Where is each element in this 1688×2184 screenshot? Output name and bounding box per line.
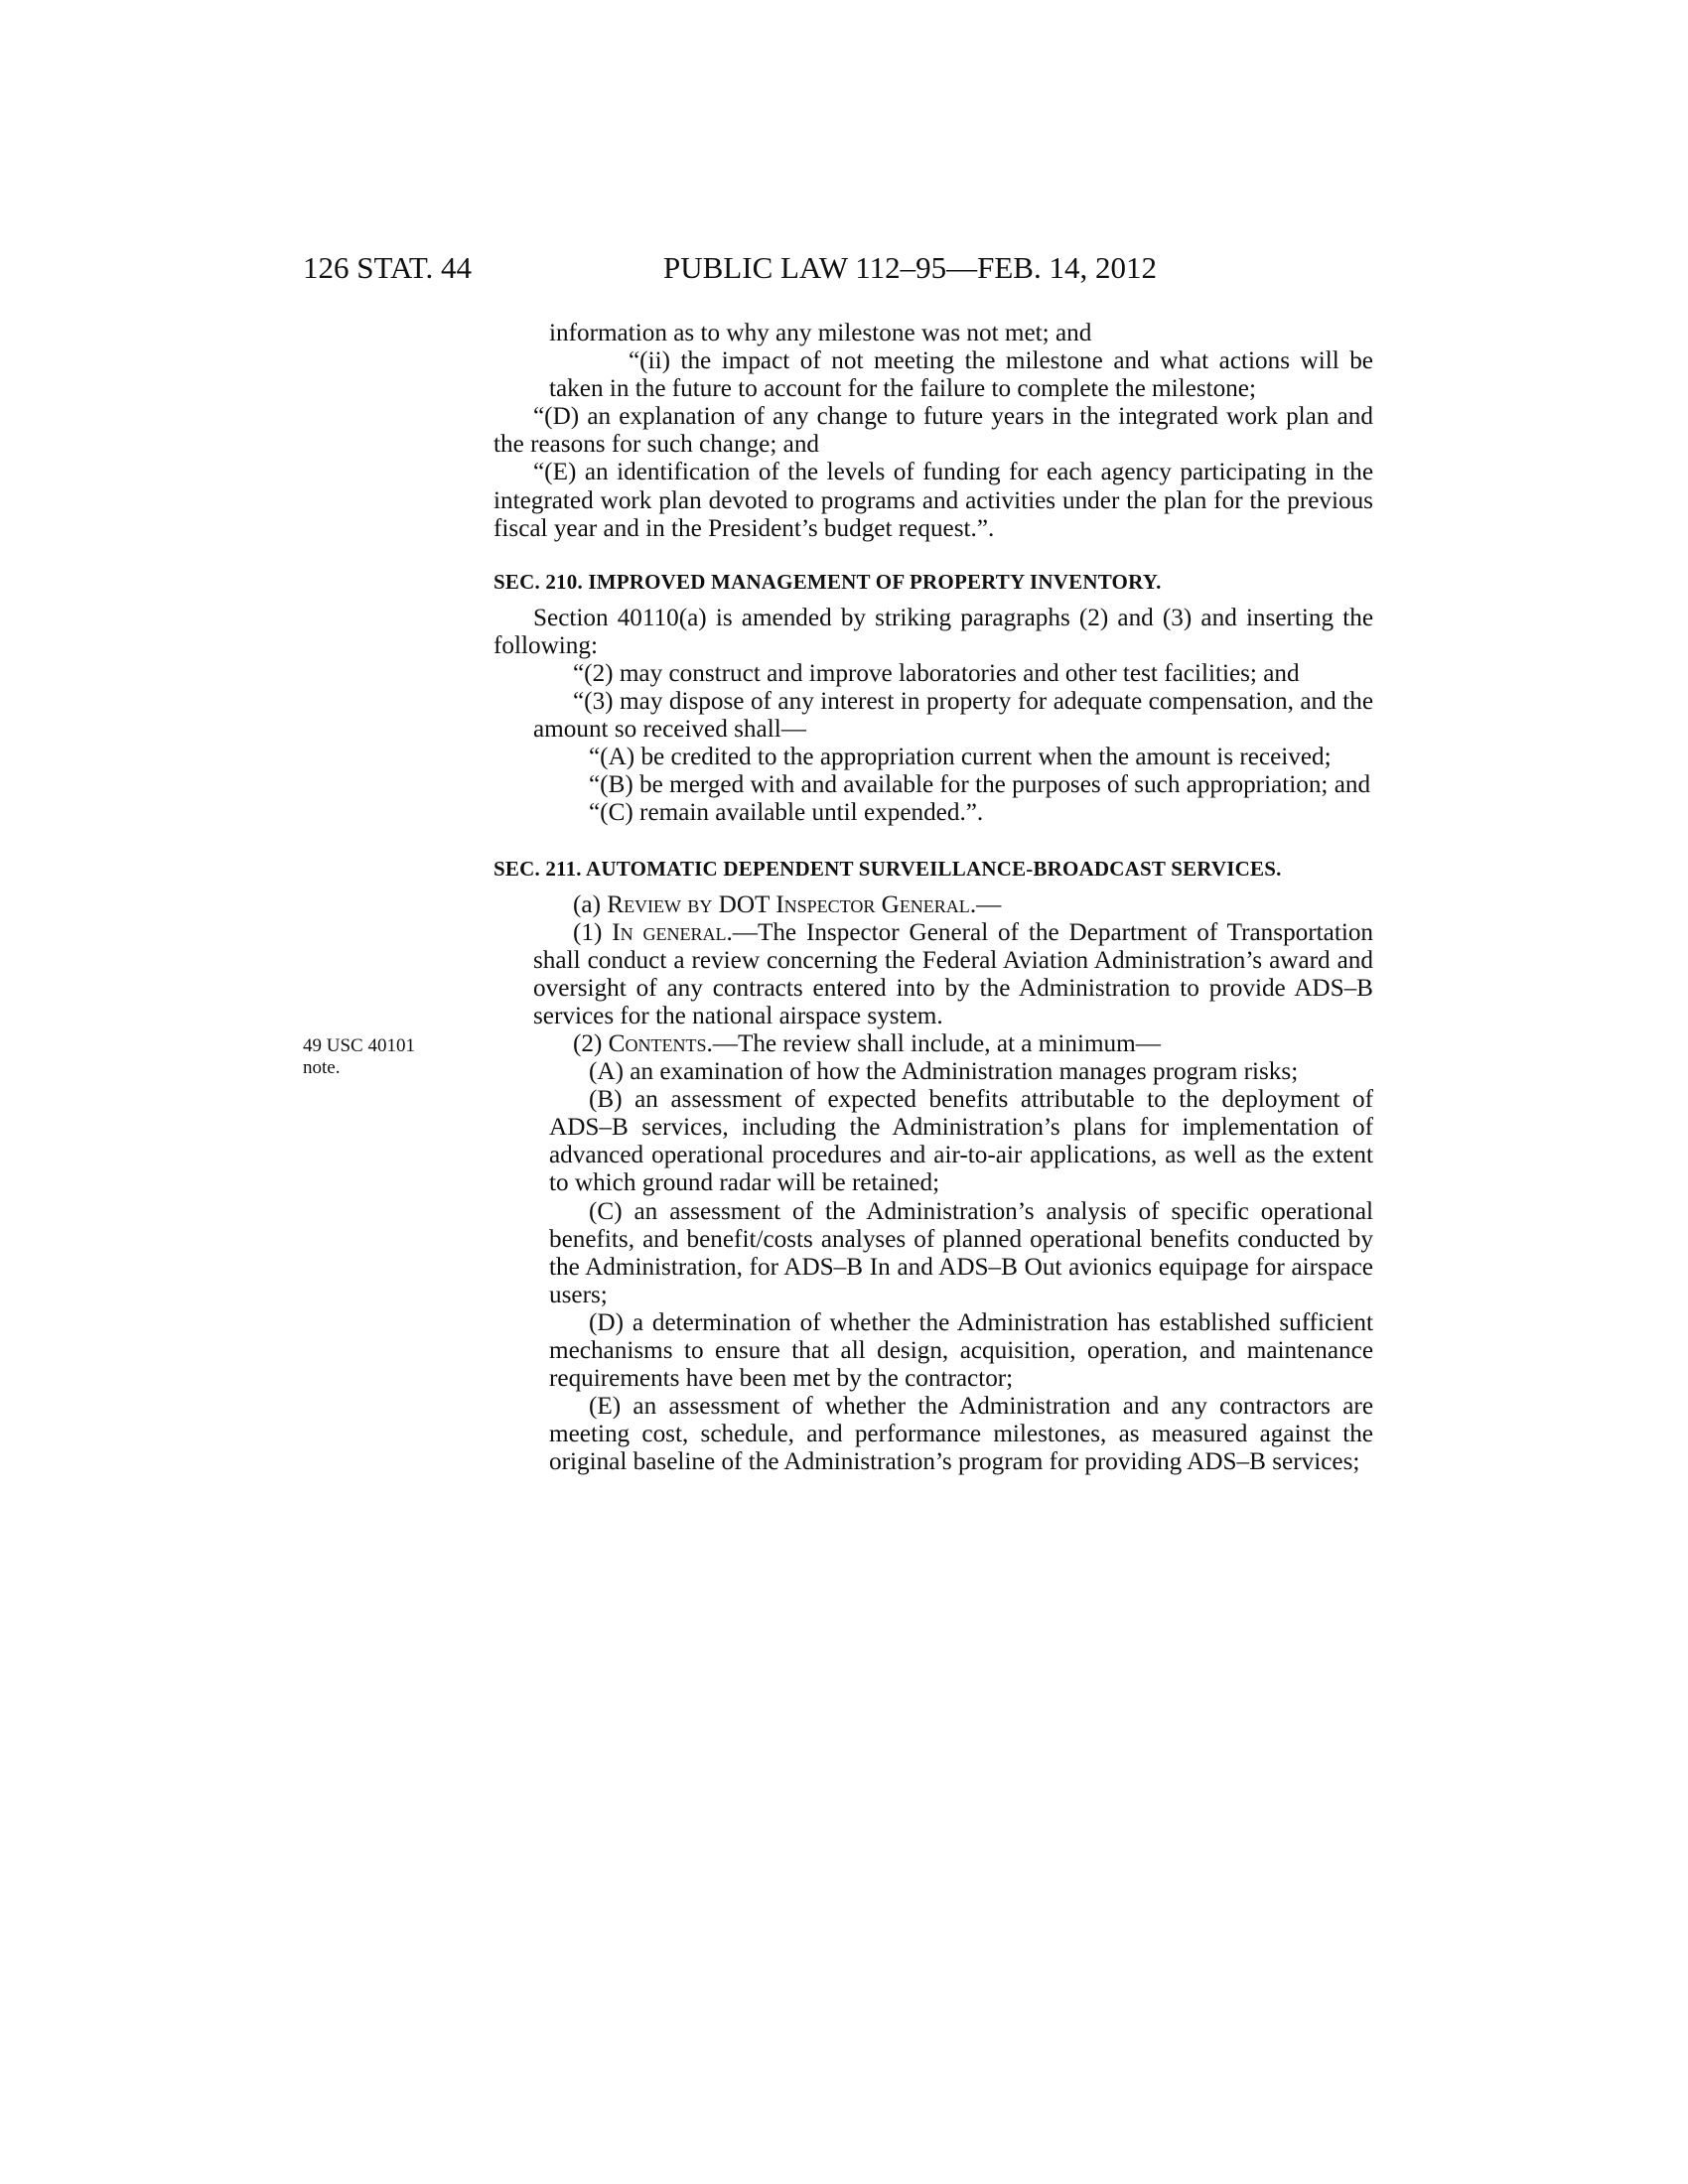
subsection-a-label: (a) xyxy=(573,890,608,918)
paragraph-2-text: .—The review shall include, at a minimum— xyxy=(706,1029,1161,1057)
paragraph-2-label: (2) xyxy=(573,1029,609,1057)
paragraph-1-label: (1) xyxy=(573,918,613,946)
margin-note-label: note. xyxy=(303,1057,341,1078)
paragraph-2-caption: Contents xyxy=(608,1029,707,1057)
section-211-heading: SEC. 211. AUTOMATIC DEPENDENT SURVEILLANCE-BROADCAST SERVICES. xyxy=(493,856,1282,881)
paragraph-2: “(2) may construct and improve laboratories and other test facilities; and xyxy=(573,659,1300,687)
subsection-a-heading xyxy=(533,891,1373,919)
contents-item-e: (E) an assessment of whether the Administration and any contractors are meeting cost, schedule, and performance milestones, as measured against the original baseline of the Administration’s program for providing ADS–B services; xyxy=(549,1393,1373,1476)
contents-item-b: (B) an assessment of expected benefits attributable to the deployment of ADS–B services, including the Administration’s plans for implementation of advanced operational procedures and air-to-air applications, as well as the extent to which ground radar will be retained; xyxy=(549,1086,1373,1197)
page-header-title: PUBLIC LAW 112–95—FEB. 14, 2012 xyxy=(663,250,1157,285)
paragraph-1-in-general xyxy=(533,919,1373,1030)
paragraph-1-caption: In general xyxy=(612,918,727,946)
subparagraph-c: “(C) remain available until expended.”. xyxy=(589,799,984,827)
paragraph-2-contents xyxy=(533,1030,1373,1058)
clause-ii: “(ii) the impact of not meeting the milestone and what actions will be taken in the future to account for the failure to complete the milestone; xyxy=(549,347,1373,403)
paragraph-3: “(3) may dispose of any interest in property for adequate compensation, and the amount so received shall— xyxy=(533,688,1373,744)
subsection-a-caption: Review by DOT Inspector General xyxy=(607,890,970,918)
subsection-a-dash: .— xyxy=(969,890,1002,918)
margin-note-citation: 49 USC 40101 xyxy=(303,1035,415,1056)
contents-item-c: (C) an assessment of the Administration’s analysis of specific operational benefits, and benefit/costs analyses of planned operational benefits conducted by the Administration, for ADS–B In and ADS–B Out avionics equipage for airspace users; xyxy=(549,1197,1373,1308)
section-210-intro: Section 40110(a) is amended by striking paragraphs (2) and (3) and inserting the following: xyxy=(493,604,1373,659)
section-210-heading: SEC. 210. IMPROVED MANAGEMENT OF PROPERTY INVENTORY. xyxy=(493,569,1162,594)
continuation-paragraph: information as to why any milestone was not met; and xyxy=(549,320,1092,346)
subparagraph-a: “(A) be credited to the appropriation current when the amount is received; xyxy=(589,744,1332,771)
contents-item-a: (A) an examination of how the Administration manages program risks; xyxy=(589,1058,1299,1086)
margin-note xyxy=(303,1035,442,1079)
paragraph-1-text: .—The Inspector General of the Department of Transportation shall conduct a review concerning the Federal Aviation Administration’s award and oversight of any contracts entered into by the Administration to provide ADS–B services for the national airspace system. xyxy=(533,918,1374,1029)
stat-citation: 126 STAT. 44 xyxy=(303,250,473,285)
subparagraph-e: “(E) an identification of the levels of funding for each agency participating in the integrated work plan devoted to programs and activities under the plan for the previous fiscal year and in the President’s budget request.”. xyxy=(493,459,1373,542)
contents-item-d: (D) a determination of whether the Administration has established sufficient mechanisms to ensure that all design, acquisition, operation, and maintenance requirements have been met by the contractor; xyxy=(549,1308,1373,1393)
subparagraph-b: “(B) be merged with and available for the purposes of such appropriation; and xyxy=(589,771,1371,799)
subparagraph-d: “(D) an explanation of any change to future years in the integrated work plan and the reasons for such change; and xyxy=(493,403,1373,459)
body-text xyxy=(493,320,1374,1476)
